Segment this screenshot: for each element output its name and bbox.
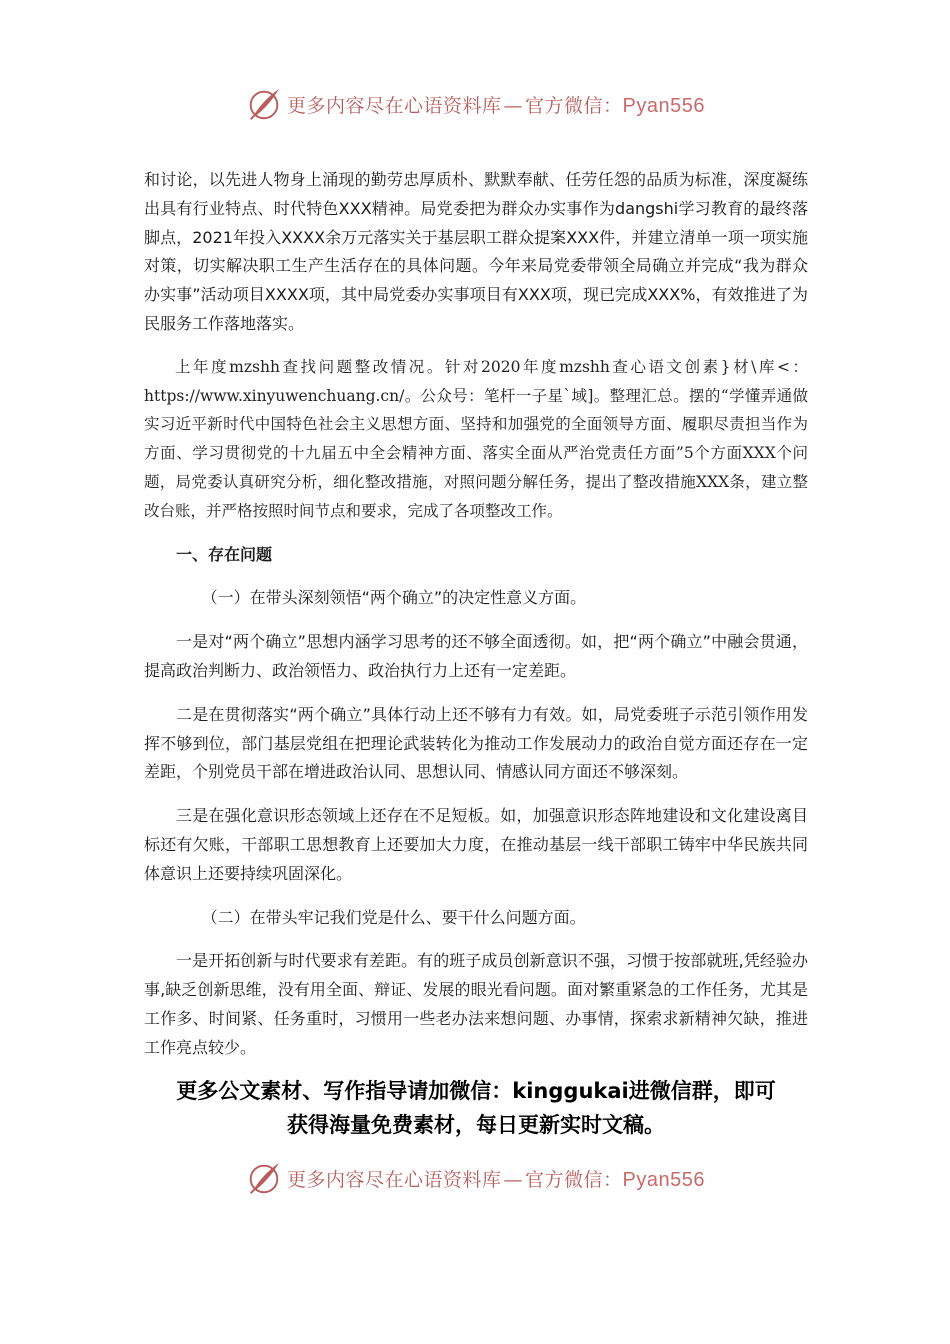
subsection-heading-2: （二）在带头牢记我们党是什么、要干什么问题方面。 xyxy=(201,907,586,927)
paragraph-6: 一是开拓创新与时代要求有差距。有的班子成员创新意识不强，习惯于按部就班,凭经验办事,缺乏创新思维，没有用全面、辩证、发展的眼光看问题。面对繁重紧急的工作任务，尤其是工作多、时间紧、任务重时，习惯用一些老办法来想问题、办事情，探索求新精神欠缺，推进工作亮点较少。 xyxy=(144,951,808,1057)
footer-banner xyxy=(0,1156,950,1200)
paragraph-2: 上年度mzshh查找问题整改情况。针对2020年度mzshh查心语文创素}材\库<：https://www.xinyuwenchuang.cn/。公众号：笔杆一子星`域]。整理汇总。摆的“学懂弄通做实习近平新时代中国特色社会主义思想方面、坚持和加强党的全面领导方面、履职尽责担当作为方面、学习贯彻党的十九届五中全会精神方面、落实全面从严治党责任方面”5个方面XXX个问题，局党委认真研究分析，细化整改措施，对照问题分解任务，提出了整改措施XXX条，建立整改台账，并严格按照时间节点和要求，完成了各项整改工作。 xyxy=(144,357,808,520)
header-banner xyxy=(0,82,950,126)
section-heading-1: 一、存在问题 xyxy=(176,544,273,564)
banner-official-text: 官方微信： xyxy=(525,94,623,117)
document-body xyxy=(144,166,808,1063)
feather-pen-logo-icon xyxy=(245,1159,283,1197)
banner-official-text: 官方微信： xyxy=(525,1168,623,1191)
subsection-heading-1: （一）在带头深刻领悟“两个确立”的决定性意义方面。 xyxy=(201,588,587,608)
banner-separator: — xyxy=(503,1168,524,1191)
banner-text xyxy=(287,1165,705,1192)
banner-main-text: 更多内容尽在心语资料库 xyxy=(287,1168,502,1191)
paragraph-4: 二是在贯彻落实“两个确立”具体行动上还不够有力有效。如，局党委班子示范引领作用发挥不够到位，部门基层党组在把理论武装转化为推动工作发展动力的政治自觉方面还存在一定差距，个别党员干部在增进政治认同、思想认同、情感认同方面还不够深刻。 xyxy=(144,704,808,782)
banner-separator: — xyxy=(503,94,524,117)
promo-line-1: 更多公文素材、写作指导请加微信：kinggukai进微信群，即可 xyxy=(176,1079,776,1103)
promo-line-2: 获得海量免费素材，每日更新实时文稿。 xyxy=(287,1113,665,1137)
paragraph-5: 三是在强化意识形态领域上还存在不足短板。如，加强意识形态阵地建设和文化建设离目标还有欠账，干部职工思想教育上还要加大力度，在推动基层一线干部职工铸牢中华民族共同体意识上还要持续巩固深化。 xyxy=(144,806,808,883)
banner-wechat-id: Pyan556 xyxy=(622,94,705,117)
banner-wechat-id: Pyan556 xyxy=(622,1168,705,1191)
feather-pen-logo-icon xyxy=(245,85,283,123)
banner-text xyxy=(287,91,705,118)
paragraph-3: 一是对“两个确立”思想内涵学习思考的还不够全面透彻。如，把“两个确立”中融会贯通，提高政治判断力、政治领悟力、政治执行力上还有一定差距。 xyxy=(144,632,808,680)
promo-text xyxy=(144,1074,808,1142)
banner-main-text: 更多内容尽在心语资料库 xyxy=(287,94,502,117)
paragraph-1: 和讨论，以先进人物身上涌现的勤劳忠厚质朴、默默奉献、任劳任怨的品质为标准，深度凝练出具有行业特点、时代特色XXX精神。局党委把为群众办实事作为dangshi学习教育的最终落脚点，2021年投入XXXX余万元落实关于基层职工群众提案XXX件，并建立清单一项一项实施对策，切实解决职工生产生活存在的具体问题。今年来局党委带领全局确立并完成“我为群众办实事”活动项目XXXX项，其中局党委办实事项目有XXX项，现已完成XXX%，有效推进了为民服务工作落地落实。 xyxy=(144,170,808,333)
